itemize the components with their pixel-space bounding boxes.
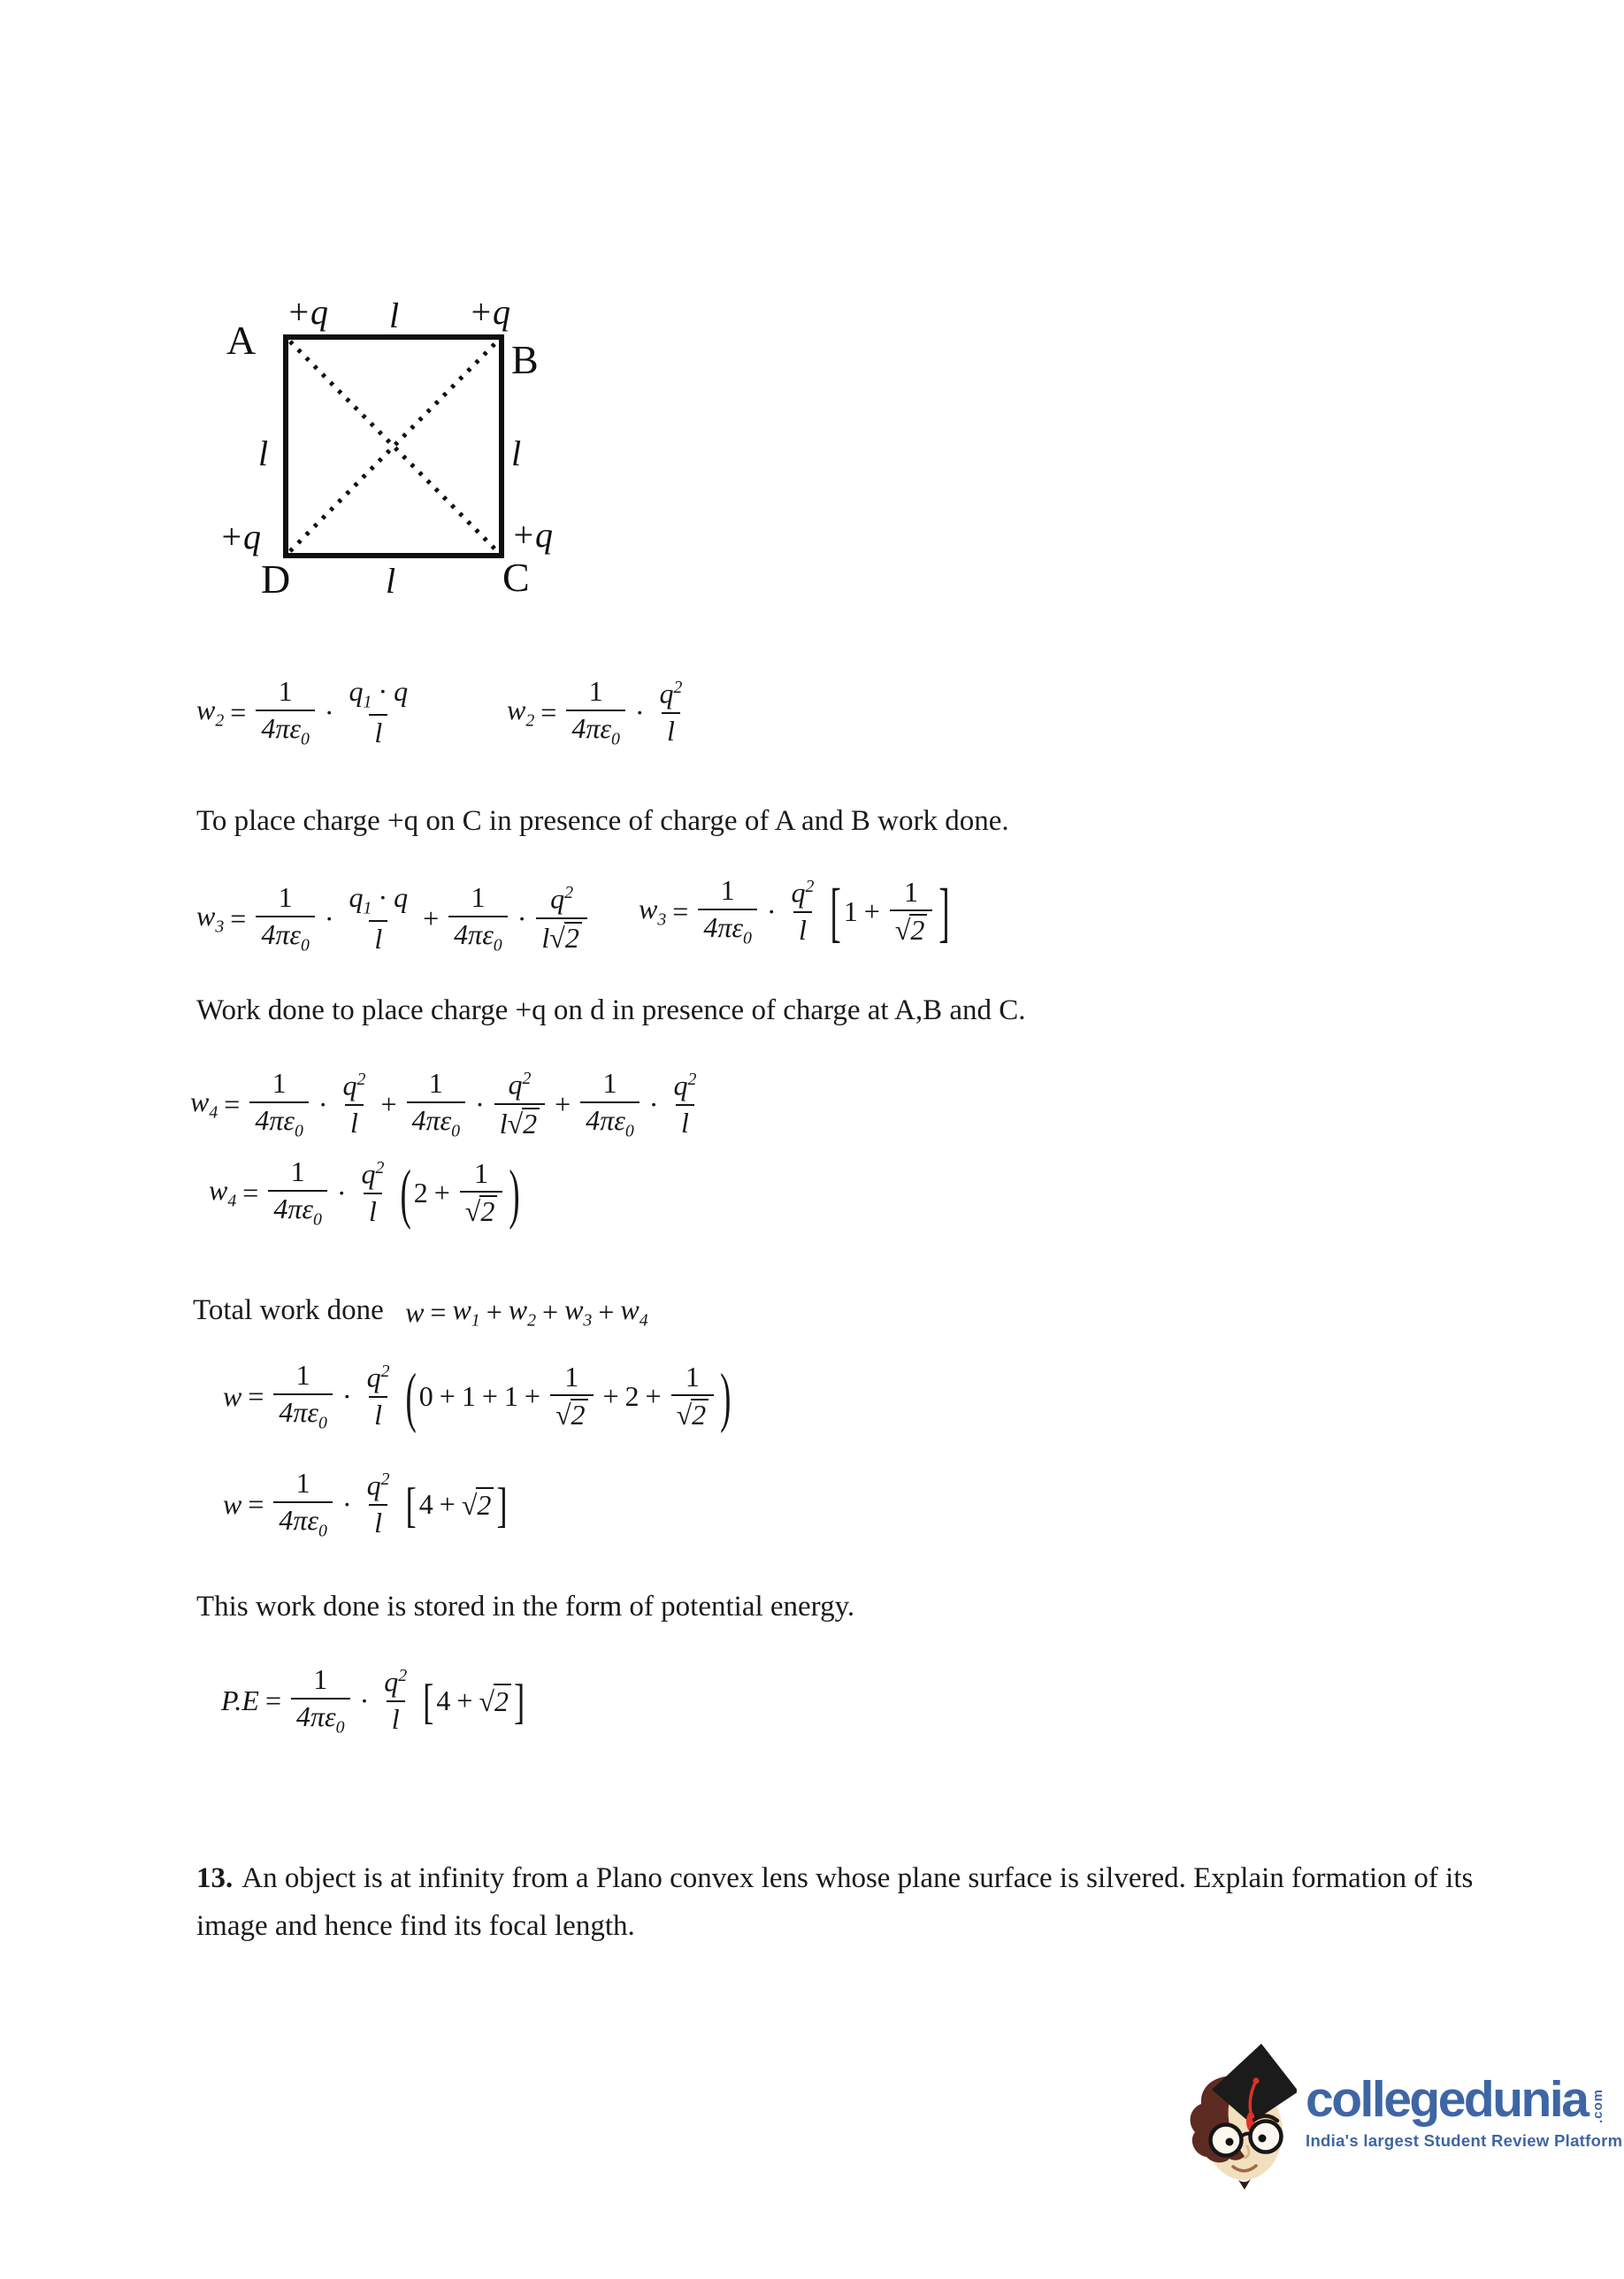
math-token: l — [541, 921, 550, 954]
math-token: + — [456, 1684, 473, 1716]
fraction — [344, 677, 414, 748]
diagonal-a-c — [290, 341, 497, 551]
math-token: $4\pi\varepsilon_0$ — [273, 1192, 322, 1229]
charge-label-b: +q — [469, 292, 510, 332]
math-token: $w_3$ — [196, 900, 225, 937]
math-token: · — [378, 881, 388, 913]
math-token: w — [223, 1379, 242, 1412]
side-label-bottom: l — [386, 561, 396, 601]
fenced-group: ( 0 + 1 + 1 + 1 √ 2 + 2 + 1 √ 2 ) — [405, 1359, 732, 1434]
fraction — [536, 884, 586, 953]
paragraph-place-charge-c: To place charge +q on C in presence of charge of A and B work done. — [196, 805, 1009, 837]
math-token: $w_2$ — [196, 694, 225, 731]
math-token: + — [439, 1379, 456, 1412]
equation-w2-right — [507, 677, 691, 748]
math-token: · — [318, 1087, 328, 1120]
fraction — [291, 1665, 350, 1737]
equation-total-work — [405, 1293, 648, 1331]
math-token: $4\pi\varepsilon_0$ — [261, 917, 310, 955]
math-token: 4 — [418, 1487, 433, 1520]
fraction — [407, 1069, 466, 1140]
math-token: $q^2$ — [366, 1469, 390, 1502]
equation-w2-left — [196, 677, 417, 748]
math-token: + — [863, 894, 880, 927]
math-token: · — [475, 1087, 485, 1120]
math-token: 1 — [461, 1379, 476, 1412]
math-token: l — [667, 714, 675, 747]
math-token: 1 — [685, 1360, 700, 1393]
math-token: + — [439, 1487, 456, 1520]
side-label-top: l — [389, 295, 400, 335]
math-token: + — [645, 1379, 662, 1412]
math-token: · — [634, 695, 645, 728]
math-token: 1 — [602, 1067, 617, 1099]
math-token: l — [374, 1398, 383, 1431]
math-token: $w_2$ — [508, 1293, 537, 1331]
corner-label-a: A — [226, 318, 257, 363]
collegedunia-mascot-icon — [1180, 2033, 1297, 2192]
fraction — [338, 1070, 372, 1138]
math-token: $4\pi\varepsilon_0$ — [255, 1103, 303, 1140]
math-token: l — [369, 1194, 377, 1227]
square-root: √ 2 — [508, 1108, 540, 1140]
math-token: $q^2$ — [361, 1158, 385, 1191]
equation-w4-expanded — [190, 1069, 705, 1140]
math-token: $4\pi\varepsilon_0$ — [454, 917, 502, 955]
math-token: + — [542, 1295, 559, 1328]
equation-potential-energy — [221, 1665, 527, 1737]
math-token: 1 — [313, 1663, 328, 1695]
fraction — [362, 1470, 395, 1538]
math-token: 1 — [428, 1067, 443, 1099]
math-token: · — [336, 1176, 347, 1209]
math-token: 2 — [624, 1379, 640, 1412]
math-token: + — [423, 902, 440, 934]
fraction — [356, 1159, 390, 1226]
math-token: w — [223, 1487, 242, 1520]
math-token: $w_4$ — [620, 1293, 648, 1331]
math-token: $4\pi\varepsilon_0$ — [411, 1103, 461, 1140]
side-label-left: l — [258, 434, 269, 473]
collegedunia-logo — [1180, 2033, 1622, 2192]
square-root: √ 2 — [555, 1399, 588, 1431]
fraction — [344, 883, 414, 955]
square-root: √ 2 — [895, 914, 928, 946]
equation-w3-right — [639, 876, 953, 948]
math-token: · — [359, 1684, 370, 1716]
math-token: = — [430, 1295, 447, 1328]
math-token: l — [350, 1106, 358, 1139]
corner-label-c: C — [502, 555, 530, 600]
math-token: $4\pi\varepsilon_0$ — [703, 910, 752, 948]
math-token: = — [248, 1379, 264, 1412]
math-token: l — [391, 1702, 400, 1735]
math-token: = — [264, 1684, 282, 1716]
square-root: √ 2 — [677, 1399, 709, 1431]
fenced-group: [ 4 + √ 2 ] — [423, 1673, 525, 1729]
math-token: $4\pi\varepsilon_0$ — [586, 1103, 634, 1140]
math-token: 2 — [413, 1176, 428, 1209]
brand-row — [1306, 2071, 1622, 2128]
fraction — [256, 677, 315, 748]
math-token: 1 — [290, 1155, 305, 1187]
math-token: $4\pi\varepsilon_0$ — [296, 1700, 345, 1737]
math-token: · — [517, 902, 527, 934]
math-token: · — [648, 1087, 659, 1120]
fraction — [566, 677, 625, 748]
math-token: · — [324, 902, 334, 934]
fraction — [698, 876, 757, 948]
brand-name: collegedunia — [1306, 2071, 1588, 2128]
fraction — [580, 1069, 640, 1140]
math-token: $w_3$ — [639, 893, 667, 930]
math-token: q — [394, 675, 409, 707]
fraction — [494, 1070, 545, 1139]
fraction — [671, 1362, 715, 1431]
math-token: = — [224, 1087, 241, 1120]
math-token: 1 — [295, 1359, 310, 1391]
math-token: $q_1$ — [349, 881, 372, 918]
square-root: √ 2 — [479, 1684, 511, 1718]
math-token: 1 — [843, 894, 858, 927]
math-token: $4\pi\varepsilon_0$ — [279, 1395, 327, 1432]
corner-label-b: B — [511, 337, 539, 382]
math-token: P.E — [221, 1684, 259, 1716]
math-token: w — [405, 1295, 425, 1328]
math-token: $q_1$ — [349, 675, 372, 712]
math-token: q — [394, 881, 409, 913]
fraction — [249, 1069, 309, 1140]
math-token: 1 — [295, 1467, 310, 1499]
diagonal-d-b — [290, 341, 497, 551]
question-13 — [196, 1854, 1505, 1950]
math-token: + — [486, 1295, 502, 1328]
mascot-pupil-right — [1259, 2135, 1267, 2143]
equation-w-expanded — [223, 1361, 733, 1432]
square-root: √ 2 — [462, 1487, 494, 1522]
math-token: 1 — [278, 675, 293, 707]
paragraph-total-work — [193, 1293, 648, 1331]
fenced-group: [ 1 + 1 √ 2 ] — [830, 874, 950, 949]
logo-text-block — [1306, 2071, 1623, 2151]
math-token: · — [766, 894, 777, 927]
math-token: 0 — [418, 1379, 433, 1412]
total-work-label: Total work done — [193, 1293, 384, 1326]
math-token: = — [672, 894, 689, 927]
math-token: 1 — [278, 881, 293, 913]
math-token: l — [499, 1107, 508, 1140]
math-token: · — [341, 1487, 352, 1520]
square-root: √ 2 — [465, 1195, 498, 1227]
math-token: l — [374, 923, 383, 955]
mascot-pupil-left — [1226, 2138, 1234, 2146]
math-token: = — [230, 695, 247, 728]
math-token: · — [378, 675, 388, 707]
fraction — [890, 875, 933, 947]
fraction — [786, 878, 820, 945]
math-token: + — [380, 1087, 397, 1120]
math-token: + — [602, 1379, 619, 1412]
charge-label-d: +q — [219, 517, 261, 556]
math-token: + — [433, 1176, 450, 1209]
fraction — [362, 1362, 395, 1430]
charge-square-diagram — [212, 281, 584, 610]
question-text: An object is at infinity from a Plano convex lens whose plane surface is silvered. Explain formation of its image and hence find its focal length. — [196, 1862, 1474, 1942]
math-token: + — [555, 1087, 571, 1120]
math-token: $q^2$ — [659, 678, 683, 710]
math-token: $q^2$ — [791, 877, 815, 909]
fraction — [379, 1667, 412, 1734]
math-token: $q^2$ — [342, 1070, 366, 1102]
fraction — [668, 1070, 701, 1138]
question-number: 13. — [196, 1862, 234, 1894]
paragraph-potential-energy: This work done is stored in the form of potential energy. — [196, 1591, 855, 1623]
math-token: 1 — [564, 1360, 579, 1393]
math-token: $4\pi\varepsilon_0$ — [279, 1503, 327, 1540]
math-token: l — [680, 1106, 689, 1139]
math-token: $w_2$ — [507, 694, 535, 731]
math-token: · — [341, 1379, 352, 1412]
charge-label-a: +q — [287, 292, 328, 332]
math-token: 1 — [904, 875, 919, 908]
math-token: = — [248, 1487, 264, 1520]
math-token: l — [374, 717, 383, 749]
corner-label-d: D — [261, 556, 291, 602]
side-label-right: l — [511, 434, 522, 473]
math-token: + — [524, 1379, 540, 1412]
math-token: 1 — [720, 874, 735, 906]
math-token: $q^2$ — [673, 1070, 697, 1102]
math-token: $q^2$ — [550, 883, 574, 916]
math-token: 1 — [474, 1156, 489, 1189]
equation-w4-simplified — [209, 1157, 523, 1229]
fenced-group: ( 2 + 1 √ 2 ) — [400, 1155, 520, 1231]
math-token: + — [481, 1379, 498, 1412]
math-token: $4\pi\varepsilon_0$ — [571, 711, 620, 748]
math-token: + — [598, 1295, 615, 1328]
math-token: = — [540, 695, 557, 728]
math-token: $q^2$ — [366, 1362, 390, 1394]
fraction — [655, 679, 688, 746]
math-token: 1 — [588, 675, 603, 707]
math-token: $w_1$ — [452, 1293, 480, 1331]
math-token: = — [242, 1176, 259, 1209]
math-token: 4 — [436, 1684, 451, 1716]
brand-tld: .com — [1590, 2088, 1606, 2123]
fraction — [273, 1361, 333, 1432]
square-root: √ 2 — [549, 922, 582, 954]
math-token: 1 — [503, 1379, 518, 1412]
math-token: · — [324, 695, 334, 728]
math-token: = — [230, 902, 247, 934]
math-token: l — [799, 913, 807, 946]
fraction — [550, 1362, 594, 1431]
math-token: 1 — [272, 1067, 287, 1099]
fenced-group: [ 4 + √ 2 ] — [405, 1477, 508, 1532]
math-token: $w_3$ — [564, 1293, 593, 1331]
paragraph-place-charge-d: Work done to place charge +q on d in presence of charge at A,B and C. — [196, 994, 1026, 1026]
math-token: $w_4$ — [190, 1086, 218, 1123]
equation-w-simplified — [223, 1469, 510, 1540]
math-token: $4\pi\varepsilon_0$ — [261, 711, 310, 748]
fraction — [268, 1157, 327, 1229]
fraction — [273, 1469, 333, 1540]
fraction — [448, 883, 508, 955]
brand-tagline: India's largest Student Review Platform — [1306, 2131, 1623, 2150]
equation-w3-left — [196, 883, 591, 955]
math-token: 1 — [471, 881, 486, 913]
math-token: $w_4$ — [209, 1174, 237, 1211]
math-token: $q^2$ — [384, 1666, 408, 1699]
fraction — [460, 1156, 503, 1228]
fraction — [256, 883, 315, 955]
charge-label-c: +q — [511, 515, 553, 555]
math-token: $q^2$ — [508, 1069, 532, 1101]
math-token: l — [374, 1506, 383, 1539]
mascot-chin-beard — [1238, 2179, 1251, 2190]
